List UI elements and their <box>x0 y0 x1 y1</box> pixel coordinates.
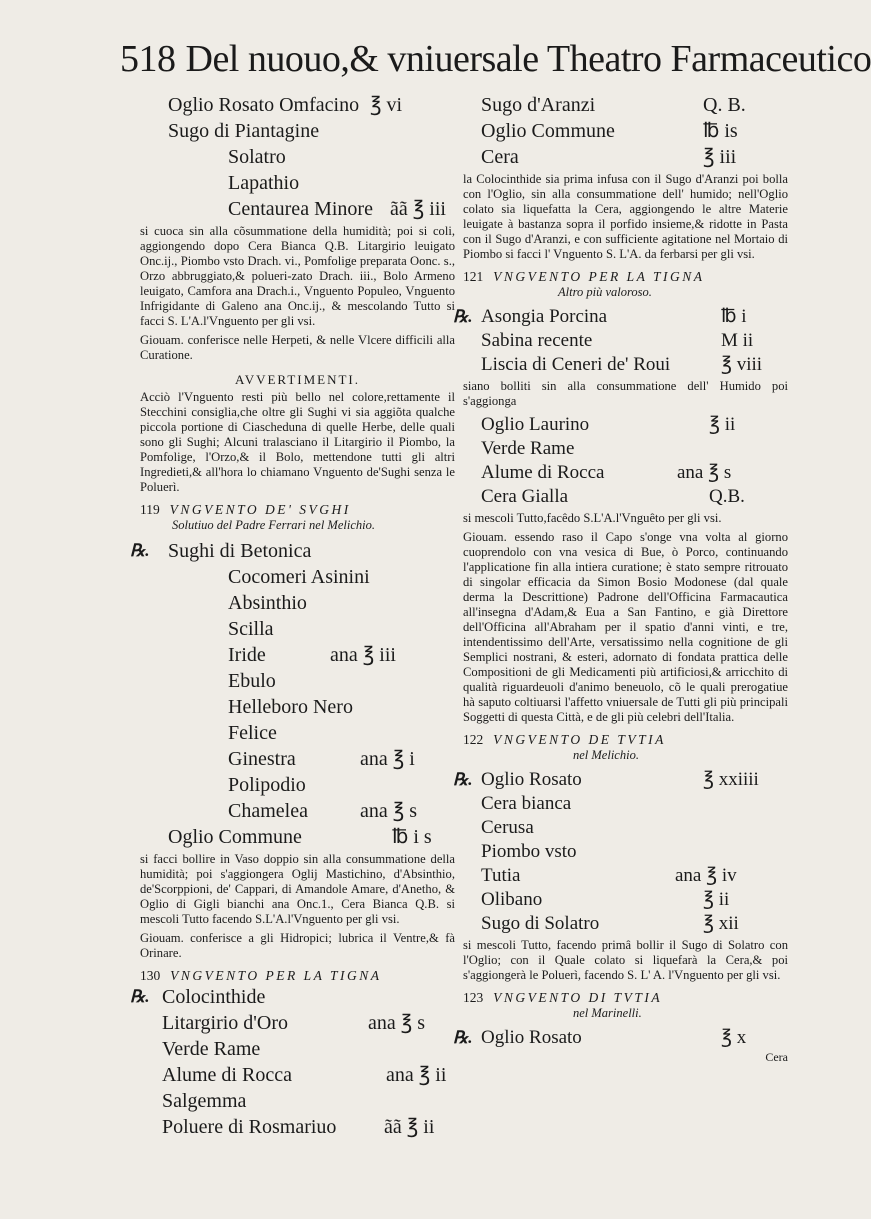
ingredient-name: Felice <box>228 722 277 744</box>
ingredient-list <box>453 768 788 936</box>
ingredient-name: Alume di Rocca <box>162 1064 292 1086</box>
note-paragraph: Giouam. conferisce a gli Hidropici; lubrica il Ventre,& fà Orinare. <box>140 931 455 960</box>
ingredient-list <box>130 984 455 1140</box>
ingredient-qty: ana ℥ iii <box>330 644 396 666</box>
ingredient-qty: ana ℥ s <box>677 462 732 483</box>
recipe-heading <box>140 967 455 984</box>
ingredient-name: Absinthio <box>228 592 307 614</box>
instruction-paragraph: la Colocinthide sia prima infusa con il Sugo d'Aranzi poi bolla con l'Oglio, sin alla consummatione dell' humido; nell'Oglio colato sia liquefatta la Cera, aggiongendo le altre Materie leuigate à bastanza sopra il porfido insieme,& ridotte in Pasta con il Sugo d'Aranzi, e con sufficiente agitatione nel Mortaio di Piombo si facci l' Vnguento S. L'A. da ferbarsi per gli vsi. <box>463 172 788 261</box>
ingredient-line <box>453 305 788 329</box>
ingredient-qty: Q. B. <box>703 94 746 116</box>
recipe-subtitle: Altro più valoroso. <box>558 285 652 299</box>
ingredient-qty: ℥ vi <box>370 94 403 116</box>
ingredient-line <box>140 118 455 144</box>
ingredient-name: Ginestra <box>228 748 296 770</box>
ingredient-name: Oglio Rosato Omfacino <box>168 94 360 116</box>
ingredient-line <box>463 840 788 864</box>
ingredient-line <box>463 92 788 118</box>
ingredient-line <box>140 144 455 170</box>
ingredient-qty: ãã ℥ ii <box>384 1116 435 1138</box>
recipe-symbol: ℞. <box>130 541 150 560</box>
ingredient-qty: ℥ xii <box>703 913 739 934</box>
ingredient-name: Verde Rame <box>481 438 575 459</box>
ingredient-name: Sabina recente <box>481 330 593 351</box>
ingredient-line <box>140 196 455 222</box>
ingredient-list <box>453 305 788 377</box>
page-number: 518 <box>120 38 176 80</box>
left-column <box>130 92 455 1140</box>
ingredient-qty: ℥ ii <box>703 889 730 910</box>
ingredient-name: Sugo d'Aranzi <box>481 94 596 116</box>
ingredient-qty: ℥ viii <box>721 354 763 375</box>
ingredient-line <box>463 912 788 936</box>
note-paragraph: Giouam. essendo raso il Capo s'onge vna volta al giorno cuoprendolo con vna vesica di Bue, ò Porco, continuando l'applicatione fin alla intiera curatione; è stato sempre ritrouato di singolar efficacia da Simon Bosio Modonese (dal quale derma la Descrittione) Padrone dell'Officina Farmacautica all'insegna d'Adam,& Eua a San Fantino, e già Direttore dell'Officina all'Abraham per il spatio d'anni vinti, e tre, intendentissimo dell'Arte, versatissimo nella cognitione de gli Semplici nostrani, & esteri, adornato di fondata prattica delle Compositioni de gli Medicamenti più artificiosi,& arricchito di qualità riguardeuoli d'animo beneuolo, cõ le quali prerogatiue hà saputo coltiuarsi l'affetto vniuersale de Tutti gli più principali Soggetti di questa Città, e de gli più celebri dell'Italia. <box>463 530 788 724</box>
recipe-subtitle: Solutiuo del Padre Ferrari nel Melichio. <box>172 518 375 532</box>
ingredient-name: Oglio Commune <box>168 826 302 848</box>
ingredient-name: Cera bianca <box>481 793 572 814</box>
ingredient-line <box>140 616 455 642</box>
ingredient-qty: Q.B. <box>709 486 745 507</box>
instruction-paragraph: si facci bollire in Vaso doppio sin alla consummatione della humidità; poi s'aggiongera Oglij Mastichino, d'Absinthio, de'Scorppioni, de' Cappari, di Amandole Amare, d'Anetho, & Oglio di Gigli bianchi ana Onc.1., Cera Bianca Q.B. si mescoli Tutto facendo S.L'A.l'Vnguento per gli vsi. <box>140 852 455 926</box>
ingredient-qty: ana ℥ iv <box>675 865 737 886</box>
ingredient-line <box>130 538 455 564</box>
ingredient-line <box>140 1114 455 1140</box>
ingredient-line <box>463 413 788 437</box>
running-title: Del nuouo,& vniuersale Theatro Farmaceutico <box>185 38 871 80</box>
recipe-heading <box>463 989 788 1006</box>
ingredient-line <box>463 816 788 840</box>
ingredient-name: Oglio Rosato <box>481 769 582 790</box>
ingredient-qty: ℔ i <box>721 306 747 327</box>
ingredient-name: Oglio Rosato <box>481 1027 582 1048</box>
avvertimenti-paragraph: Acciò l'Vnguento resti più bello nel colore,rettamente il Stecchini consiglia,che oltre gli Sughi vi sia aggiõta qualche piccola portione di Ciascheduna di quelle Herbe, delle quali sono gli Sughi; Alcuni tralasciano il Litargirio il Piombo, la Pomfolige, l'Orzo,& il Bolo, mettendone tutti gli altri Ingredieti,& all'hora lo chiamano Vnguento de'Sughi senza le Poluerì. <box>140 390 455 494</box>
ingredient-line <box>140 1036 455 1062</box>
ingredient-name: Solatro <box>228 146 286 168</box>
ingredient-line <box>463 888 788 912</box>
recipe-heading <box>140 501 455 518</box>
recipe-number: 123 <box>463 990 484 1005</box>
ingredient-line <box>140 694 455 720</box>
ingredient-line <box>463 329 788 353</box>
ingredient-name: Oglio Commune <box>481 120 615 142</box>
instruction-paragraph: si mescoli Tutto, facendo primâ bollir il Sugo di Solatro con l'Oglio; con il Quale colato si liquefarà la Cera,& poi s'aggiongerà le Poluerì, facendo S. L' A. l'Vnguento per gli vsi. <box>463 938 788 982</box>
ingredient-name: Alume di Rocca <box>481 462 605 483</box>
ingredient-name: Cocomeri Asinini <box>228 566 370 588</box>
ingredient-name: Colocinthide <box>162 986 266 1008</box>
recipe-title: VNGVENTO DE TVTIA <box>493 732 666 747</box>
ingredient-line <box>140 746 455 772</box>
ingredient-line <box>140 642 455 668</box>
recipe-number: 121 <box>463 269 484 284</box>
ingredient-line <box>130 984 455 1010</box>
recipe-title: VNGVENTO DE' SVGHI <box>169 502 351 517</box>
ingredient-name: Tutia <box>481 865 521 886</box>
recipe-number: 122 <box>463 732 484 747</box>
instruction-paragraph: si cuoca sin alla cõsummatione della humidità; poi si coli, aggiongendo dopo Cera Bianca Q.B. Litargirio leuigato Onc.ij., Piombo vsto Drach. vi., Pomfolige preparata Oonc. s., Orzo abbruggiato,& polueri-zato Drach. iii., Bolo Armeno leuigato, Camfora ana Drach.i., Vnguento Populeo, Vnguento Infrigidante di Galeno ana Onc.ij., & mescolando Tutto si facci S. L'A.l'Vnguento per gli vsi. <box>140 224 455 328</box>
recipe-symbol: ℞. <box>453 1028 473 1047</box>
ingredient-line <box>140 772 455 798</box>
ingredient-line <box>140 590 455 616</box>
recipe-number: 130 <box>140 968 161 983</box>
ingredient-name: Sugo di Solatro <box>481 913 600 934</box>
ingredient-qty: ℔ i s <box>392 826 432 848</box>
ingredient-line <box>463 118 788 144</box>
ingredient-name: Ebulo <box>228 670 276 692</box>
ingredient-name: Piombo vsto <box>481 841 577 862</box>
page-header <box>120 34 871 84</box>
ingredient-name: Sugo di Piantagine <box>168 120 320 142</box>
ingredient-name: Cerusa <box>481 817 534 838</box>
ingredient-name: Olibano <box>481 889 543 910</box>
ingredient-name: Lapathio <box>228 172 300 194</box>
ingredient-line <box>140 564 455 590</box>
ingredient-name: Scilla <box>228 618 274 640</box>
recipe-number: 119 <box>140 502 160 517</box>
recipe-symbol: ℞. <box>453 307 473 326</box>
ingredient-name: Centaurea Minore <box>228 198 373 220</box>
ingredient-qty: ãã ℥ iii <box>390 198 446 220</box>
recipe-subtitle: nel Melichio. <box>573 748 639 762</box>
ingredient-qty: ana ℥ s <box>368 1012 426 1034</box>
ingredient-name: Helleboro Nero <box>228 696 353 718</box>
ingredient-line <box>140 1062 455 1088</box>
ingredient-qty: ℥ xxiiii <box>703 769 759 790</box>
ingredient-line <box>463 144 788 170</box>
ingredient-list <box>130 538 455 850</box>
ingredient-name: Sughi di Betonica <box>168 540 312 562</box>
ingredient-line <box>463 792 788 816</box>
recipe-title: VNGVENTO PER LA TIGNA <box>493 269 705 284</box>
ingredient-line <box>453 768 788 792</box>
recipe-heading <box>463 268 788 285</box>
ingredient-name: Liscia di Ceneri de' Roui <box>481 354 671 375</box>
ingredient-name: Iride <box>228 644 266 666</box>
ingredient-name: Salgemma <box>162 1090 247 1112</box>
ingredient-list <box>140 92 455 222</box>
ingredient-name: Cera <box>481 146 519 168</box>
ingredient-list <box>463 92 788 170</box>
ingredient-line <box>463 353 788 377</box>
ingredient-line <box>140 824 455 850</box>
ingredient-qty: ℥ iii <box>703 146 737 168</box>
ingredient-name: Oglio Laurino <box>481 414 590 435</box>
ingredient-line <box>140 1088 455 1114</box>
ingredient-qty: ℥ ii <box>709 414 736 435</box>
ingredient-list <box>463 413 788 509</box>
ingredient-line <box>140 668 455 694</box>
ingredient-line <box>453 1026 788 1050</box>
ingredient-line <box>140 720 455 746</box>
instruction-paragraph: siano bolliti sin alla consummatione dell' Humido poi s'aggionga <box>463 379 788 408</box>
ingredient-line <box>463 864 788 888</box>
ingredient-name: Poluere di Rosmariuo <box>162 1116 337 1138</box>
ingredient-qty: ℥ x <box>721 1027 747 1048</box>
ingredient-name: Asongia Porcina <box>481 306 608 327</box>
recipe-heading <box>463 731 788 748</box>
section-heading-avvertimenti: AVVERTIMENTI. <box>235 372 360 387</box>
recipe-symbol: ℞. <box>130 987 150 1006</box>
ingredient-line <box>140 798 455 824</box>
ingredient-line <box>463 461 788 485</box>
ingredient-name: Litargirio d'Oro <box>162 1012 288 1034</box>
ingredient-name: Verde Rame <box>162 1038 261 1060</box>
ingredient-qty: ana ℥ s <box>360 800 418 822</box>
recipe-title: VNGVENTO PER LA TIGNA <box>170 968 382 983</box>
ingredient-line <box>463 485 788 509</box>
catchword: Cera <box>765 1050 788 1064</box>
ingredient-qty: ℔ is <box>703 120 738 142</box>
right-column <box>453 92 788 1064</box>
ingredient-line <box>140 170 455 196</box>
ingredient-qty: M ii <box>721 330 754 351</box>
ingredient-line <box>140 1010 455 1036</box>
ingredient-qty: ana ℥ i <box>360 748 415 770</box>
ingredient-qty: ana ℥ ii <box>386 1064 447 1086</box>
recipe-title: VNGVENTO DI TVTIA <box>493 990 663 1005</box>
instruction-paragraph: si mescoli Tutto,facêdo S.L'A.l'Vnguêto per gli vsi. <box>463 511 722 525</box>
recipe-symbol: ℞. <box>453 770 473 789</box>
ingredient-name: Polipodio <box>228 774 306 796</box>
ingredient-line <box>140 92 455 118</box>
note-paragraph: Giouam. conferisce nelle Herpeti, & nelle Vlcere difficili alla Curatione. <box>140 333 455 362</box>
recipe-subtitle: nel Marinelli. <box>573 1006 642 1020</box>
ingredient-name: Cera Gialla <box>481 486 569 507</box>
ingredient-name: Chamelea <box>228 800 308 822</box>
ingredient-line <box>463 437 788 461</box>
